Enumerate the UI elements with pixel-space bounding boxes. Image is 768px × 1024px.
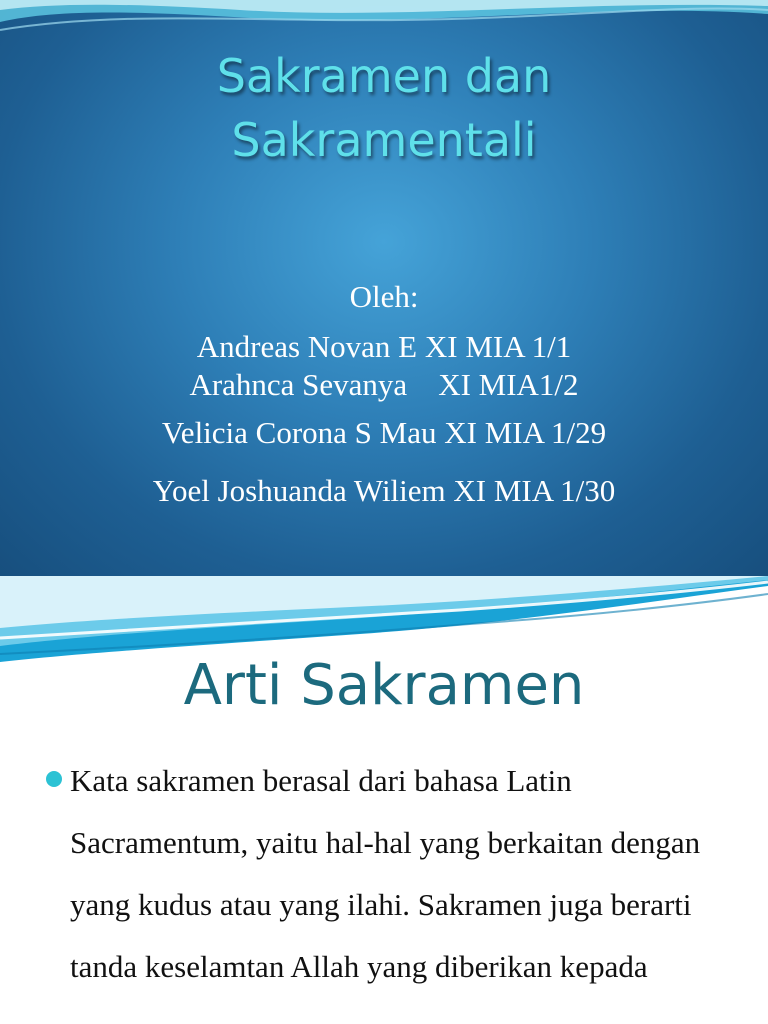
- bullet-icon: [46, 771, 62, 787]
- slide-heading: Arti Sakramen: [183, 653, 585, 718]
- title-line-2: Sakramentali: [231, 113, 537, 167]
- content-slide: [0, 576, 768, 1024]
- author-line: Velicia Corona S Mau XI MIA 1/29: [161, 415, 607, 450]
- title-line-1: Sakramen dan: [216, 49, 552, 103]
- author-line: Arahnca Sevanya XI MIA1/2: [189, 367, 579, 402]
- by-label: Oleh:: [349, 279, 419, 314]
- bullet-text: Kata sakramen berasal dari bahasa Latin Sacramentum, yaitu hal-hal yang berkaitan dengan yang kudus atau yang ilahi. Sakramen juga berarti tanda keselamtan Allah yang diberikan kepada: [70, 763, 701, 984]
- author-line: Andreas Novan E XI MIA 1/1: [196, 329, 572, 364]
- bullet-item: [46, 750, 746, 998]
- authors-block: [0, 276, 768, 510]
- author-line: Yoel Joshuanda Wiliem XI MIA 1/30: [152, 473, 616, 508]
- presentation-title: [0, 44, 768, 172]
